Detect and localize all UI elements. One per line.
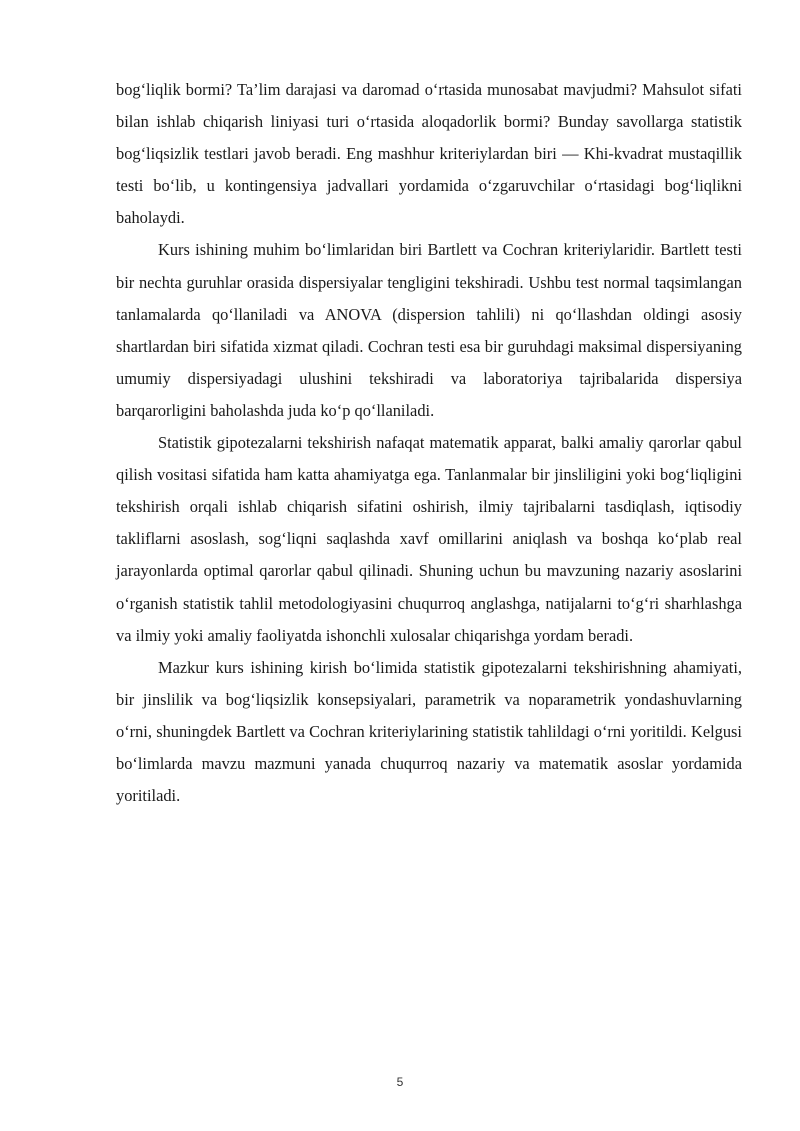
page-body — [116, 74, 742, 812]
page-number: 5 — [396, 1075, 404, 1089]
paragraph-continuation: bog‘liqlik bormi? Ta’lim darajasi va daromad o‘rtasida munosabat mavjudmi? Mahsulot sifati bilan ishlab chiqarish liniyasi turi o‘rtasida aloqadorlik bormi? Bunday savollarga statistik bog‘liqsizlik testlari javob beradi. Eng mashhur kriteriylardan biri — Khi-kvadrat mustaqillik testi bo‘lib, u kontingensiya jadvallari yordamida o‘zgaruvchilar o‘rtasidagi bog‘liqlikni baholaydi. — [116, 80, 742, 228]
paragraph-introduction-summary: Mazkur kurs ishining kirish bo‘limida statistik gipotezalarni tekshirishning ahamiyati, bir jinslilik va bog‘liqsizlik konsepsiyalari, parametrik va noparametrik yondashuvlarning o‘rni, shuningdek Bartlett va Cochran kriteriylarining statistik tahlildagi o‘rni yoritildi. Kelgusi bo‘limlarda mavzu mazmuni yanada chuqurroq nazariy va matematik asoslar yordamida yoritiladi. — [116, 657, 742, 806]
paragraph-bartlett-cochran: Kurs ishining muhim bo‘limlaridan biri Bartlett va Cochran kriteriylaridir. Bartlett testi bir nechta guruhlar orasida dispersiyalar tengligini tekshiradi. Ushbu test normal taqsimlangan tanlamalarda qo‘llaniladi va ANOVA (dispersion tahlili) ni qo‘llashdan oldingi asosiy shartlardan biri sifatida xizmat qiladi. Cochran testi esa bir guruhdagi maksimal dispersiyaning umumiy dispersiyadagi ulushini tekshiradi va laboratoriya tajribalarida dispersiya barqarorligini baholashda juda ko‘p qo‘llaniladi. — [116, 240, 742, 420]
paragraph-hypothesis-testing: Statistik gipotezalarni tekshirish nafaqat matematik apparat, balki amaliy qarorlar qabul qilish vositasi sifatida ham katta ahamiyatga ega. Tanlanmalar bir jinsliligini yoki bog‘liqligini tekshirish orqali ishlab chiqarish sifatini oshirish, ilmiy tajribalarni tasdiqlash, iqtisodiy takliflarni asoslash, sog‘liqni saqlashda xavf omillarini aniqlash va boshqa ko‘plab real jarayonlarda optimal qarorlar qabul qilinadi. Shuning uchun bu mavzuning nazariy asoslarini o‘rganish statistik tahlil metodologiyasini chuqurroq anglashga, natijalarni to‘g‘ri sharhlashga va ilmiy yoki amaliy faoliyatda ishonchli xulosalar chiqarishga yordam beradi. — [116, 433, 742, 645]
